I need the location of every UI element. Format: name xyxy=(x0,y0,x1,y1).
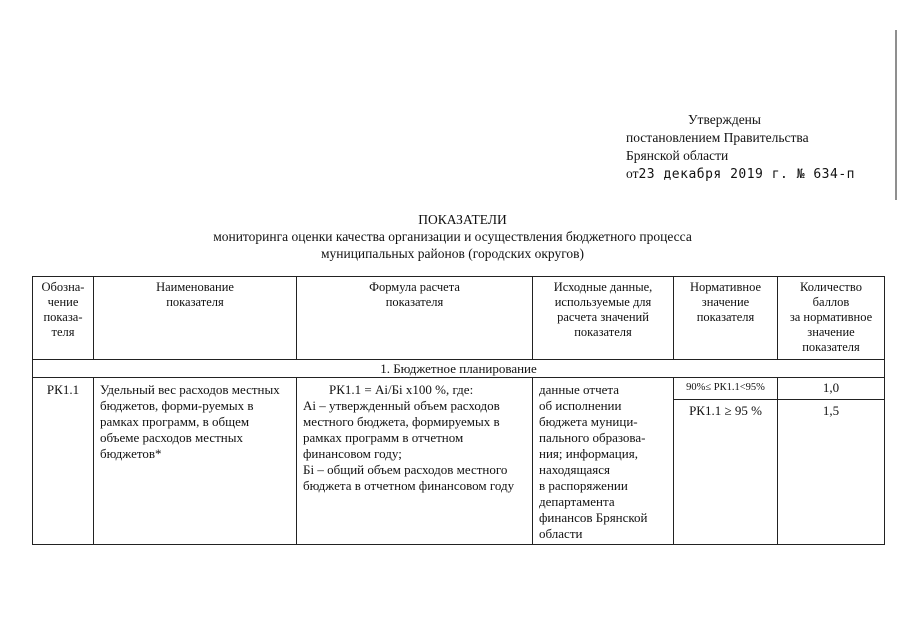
row-name: Удельный вес расходов местных бюджетов, форми-руемых в рамках программ, в общем объеме расходов местных бюджетов* xyxy=(94,378,297,545)
approval-line-4 xyxy=(626,165,855,184)
indicators-table xyxy=(32,276,885,545)
scan-edge-line xyxy=(895,30,897,200)
row-source xyxy=(533,378,674,545)
approval-block xyxy=(626,111,855,184)
table-row xyxy=(33,378,885,545)
score-value-1: 1,0 xyxy=(778,378,884,400)
section-row xyxy=(33,360,885,378)
formula-line: РК1.1 = Аi/Бi х100 %, где: xyxy=(329,382,474,397)
score-value-2: 1,5 xyxy=(822,403,840,418)
norm-value-2: РК1.1 ≥ 95 % xyxy=(689,403,762,418)
row-code: РК1.1 xyxy=(33,378,94,545)
document-subtitle-2: муниципальных районов (городских округов) xyxy=(320,246,585,261)
row-formula xyxy=(297,378,533,545)
section-title: 1. Бюджетное планирование xyxy=(33,360,885,378)
document-title: ПОКАЗАТЕЛИ xyxy=(418,212,507,227)
approval-line-2: постановлением Правительства xyxy=(626,130,809,145)
header-norm-text: Нормативное значение показателя xyxy=(689,280,762,324)
header-formula-text: Формула расчета показателя xyxy=(369,280,460,309)
header-score xyxy=(778,277,885,360)
source-text: данные отчета об исполнении бюджета муници- пального образова- ния; информация, находящаяся в распоряжении департамента финансов Брянской области xyxy=(539,382,648,541)
header-source-text: Исходные данные, используемые для расчета значений показателя xyxy=(553,280,653,339)
header-code-text: Обозна- чение показа- теля xyxy=(41,280,85,339)
row-norm xyxy=(674,378,778,545)
header-source xyxy=(533,277,674,360)
header-formula xyxy=(297,277,533,360)
approval-line-1: Утверждены xyxy=(688,112,761,127)
header-name-text: Наименование показателя xyxy=(156,280,234,309)
approval-date: 23 декабря 2019 г. № 634-п xyxy=(638,167,855,182)
approval-date-prefix: от xyxy=(626,166,639,181)
row-score xyxy=(778,378,885,545)
table-header-row xyxy=(33,277,885,360)
header-norm xyxy=(674,277,778,360)
norm-value-1: 90%≤ РК1.1<95% xyxy=(674,378,777,400)
document-subtitle-1: мониторинга оценки качества организации и осуществления бюджетного процесса xyxy=(213,229,692,244)
header-score-text: Количество баллов за нормативное значение показателя xyxy=(789,280,873,354)
formula-description: Аi – утвержденный объем расходов местного бюджета, формируемых в рамках программ в отчетном финансовом году; Бi – общий объем расходов местного бюджета в отчетном финансовом году xyxy=(303,398,515,493)
header-name xyxy=(94,277,297,360)
header-code xyxy=(33,277,94,360)
document-heading xyxy=(0,211,905,262)
approval-line-3: Брянской области xyxy=(626,148,729,163)
